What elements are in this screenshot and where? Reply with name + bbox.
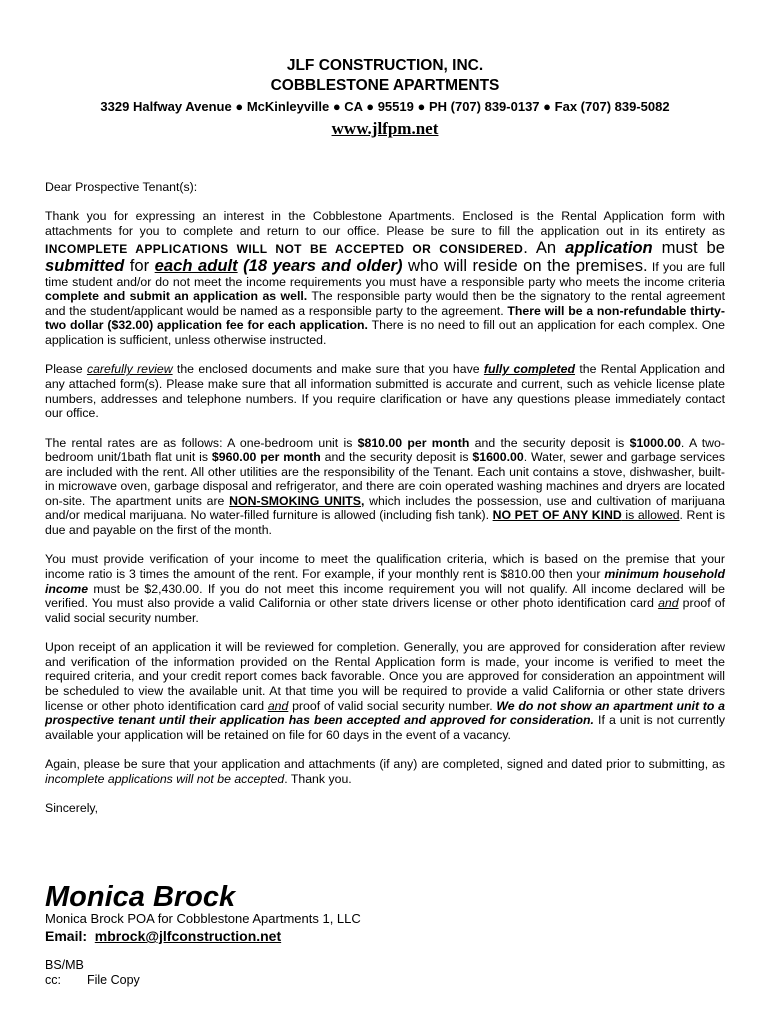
p4-text-e: proof of valid social security number. — [45, 596, 725, 625]
p1-incomplete-warning: INCOMPLETE APPLICATIONS WILL NOT BE ACCEPTED OR CONSIDERED — [45, 241, 524, 256]
p2-fully-completed: fully completed — [483, 362, 575, 377]
p5-text-c: proof of valid social security number. — [288, 698, 497, 713]
p1-fee: There will be a non-refundable thirty-two dollar ($32.00) application fee for each application. — [45, 303, 725, 333]
email-line — [45, 927, 281, 945]
p1-text-e: must be — [652, 237, 726, 257]
p1-text-o: There is no need to fill out an application for each complex. One application is sufficient, unless otherwise instructed. — [45, 318, 725, 347]
cc-line — [45, 973, 140, 988]
company-name: JLF CONSTRUCTION, INC. — [286, 57, 484, 74]
p3-rate-2br: $960.00 per month — [211, 450, 321, 465]
state: CA — [344, 99, 363, 114]
city: McKinleyville — [246, 99, 330, 114]
p5-showing-policy: We do not show an apartment unit to a prospective tenant until their application has been accepted and approved for consideration. — [45, 698, 726, 728]
p3-deposit-1br: $1000.00 — [629, 435, 681, 450]
p1-application: application — [565, 237, 653, 257]
p6-text-a: Again, please be sure that your application and attachments (if any) are completed, signed and dated prior to submitting, as — [45, 757, 725, 772]
p3-is-allowed: is allowed — [621, 508, 680, 523]
p6-incomplete: incomplete applications will not be accepted — [45, 771, 285, 786]
signer-line: Monica Brock POA for Cobblestone Apartments 1, LLC — [45, 911, 361, 926]
bullet-3: ● — [366, 99, 375, 114]
bullet-2: ● — [332, 99, 341, 114]
p1-text-k: If you are full time student and/or do not meet the income requirements you must have a responsible party who meets the income criteria — [45, 259, 725, 289]
website-line — [0, 118, 770, 140]
p1-age: (18 years and older) — [237, 255, 403, 275]
p1-responsible-party: complete and submit an application as well. — [45, 289, 308, 304]
bullet-4: ● — [417, 99, 426, 114]
p5-text-e: If a unit is not currently available your application will be retained on file for 60 days in the event of a vacancy. — [45, 713, 725, 742]
cc-label: cc: — [45, 973, 61, 987]
p1-text-a: Thank you for expressing an interest in the Cobblestone Apartments. Enclosed is the Rental Application form with attachments for you to complete and return to our office. Please be sure to fill the application out in its entirety as — [45, 209, 725, 238]
paragraph-reminder — [45, 757, 725, 786]
p1-text-m: The responsible party would then be the signatory to the rental agreement and the student/applicant would be named as a responsible party to the agreement. — [45, 289, 725, 318]
bullet-5: ● — [543, 99, 552, 114]
p3-no-pets: NO PET OF ANY KIND — [492, 508, 622, 523]
p4-min-income: minimum household income — [45, 567, 725, 596]
p6-text-c: . Thank you. — [284, 771, 352, 786]
letterhead — [0, 56, 770, 140]
initials: BS/MB — [45, 958, 84, 972]
property-name: COBBLESTONE APARTMENTS — [270, 77, 500, 94]
p3-deposit-2br: $1600.00 — [472, 450, 524, 465]
p1-each-adult: each adult — [154, 255, 238, 275]
closing: Sincerely, — [45, 801, 99, 816]
zip: 95519 — [377, 99, 414, 114]
p3-text-i: . Water, sewer and garbage services are included with the rent. All other utilities are the responsibility of the Tenant. Each unit contains a stove, dishwasher, built-in microwave oven, garbage disposal and refrigerator, and there are coin operated washing machines and dryers are located on-site. The apartment units are — [45, 450, 725, 508]
phone: PH (707) 839-0137 — [428, 99, 540, 114]
email-link[interactable]: mbrock@jlfconstruction.net — [94, 928, 282, 944]
p3-text-a: The rental rates are as follows: A one-bedroom unit is — [45, 435, 358, 450]
paragraph-application — [45, 209, 725, 347]
p4-text-a: You must provide verification of your income to meet the qualification criteria, which is based on the premise that your income ratio is 3 times the amount of the rent. For example, if your monthly rent is $810.00 then your — [45, 552, 725, 582]
p1-submitted: submitted — [45, 255, 125, 275]
p5-text-a: Upon receipt of an application it will be reviewed for completion. Generally, you are approved for consideration after review and verification of the information provided on the Rental Application form is made, your income is verified to meet the required criteria, and your credit report comes back favorable. Once you are approved for consideration an appointment will be scheduled to view the available unit. At that time you will be required to provide a valid California or other state drivers license or other photo identification card — [45, 640, 725, 713]
p2-text-e: the Rental Application and any attached form(s). Please make sure that all information submitted is accurate and current, such as vehicle license plate numbers, addresses and telephone numbers. If you require clarification or have any questions please immediately contact our office. — [45, 362, 725, 421]
p3-rate-1br: $810.00 per month — [357, 435, 470, 450]
letter-body — [45, 180, 725, 831]
p4-and: and — [658, 596, 679, 611]
p3-non-smoking: NON-SMOKING UNITS, — [229, 493, 365, 508]
p3-text-e: . A two-bedroom unit/1bath flat unit is — [45, 435, 725, 465]
p4-text-c: must be $2,430.00. If you do not meet this income requirement you will not qualify. All income declared will be verified. You must also provide a valid California or other state drivers license or other photo identification card — [45, 581, 725, 611]
p2-text-c: the enclosed documents and make sure that you have — [172, 362, 484, 377]
p1-text-j: who will reside on the premises. — [402, 255, 648, 275]
email-label: Email: — [45, 928, 88, 944]
salutation: Dear Prospective Tenant(s): — [45, 180, 198, 194]
p3-text-k: which includes the possession, use and cultivation of marijuana and/or medical marijuana. No water-filled furniture is allowed (including fish tank). — [45, 493, 725, 523]
p3-text-g: and the security deposit is — [320, 450, 473, 465]
p3-text-c: and the security deposit is — [469, 435, 630, 450]
p1-text-g: for — [124, 255, 155, 275]
p5-and: and — [267, 698, 289, 713]
p1-text-c: . An — [523, 237, 566, 257]
paragraph-review-process — [45, 640, 725, 742]
paragraph-review — [45, 362, 725, 420]
website-link[interactable]: www.jlfpm.net — [331, 119, 439, 138]
paragraph-income — [45, 552, 725, 625]
p2-carefully-review: carefully review — [86, 362, 173, 377]
bullet-1: ● — [235, 99, 244, 114]
p3-text-n: . Rent is due and payable on the first of the month. — [45, 508, 726, 538]
p2-text-a: Please — [45, 362, 87, 377]
paragraph-rates — [45, 436, 725, 538]
fax: Fax (707) 839-5082 — [554, 99, 670, 114]
cc-value: File Copy — [86, 973, 140, 987]
signature: Monica Brock — [45, 881, 236, 913]
address-line — [0, 97, 770, 117]
street: 3329 Halfway Avenue — [100, 99, 232, 114]
